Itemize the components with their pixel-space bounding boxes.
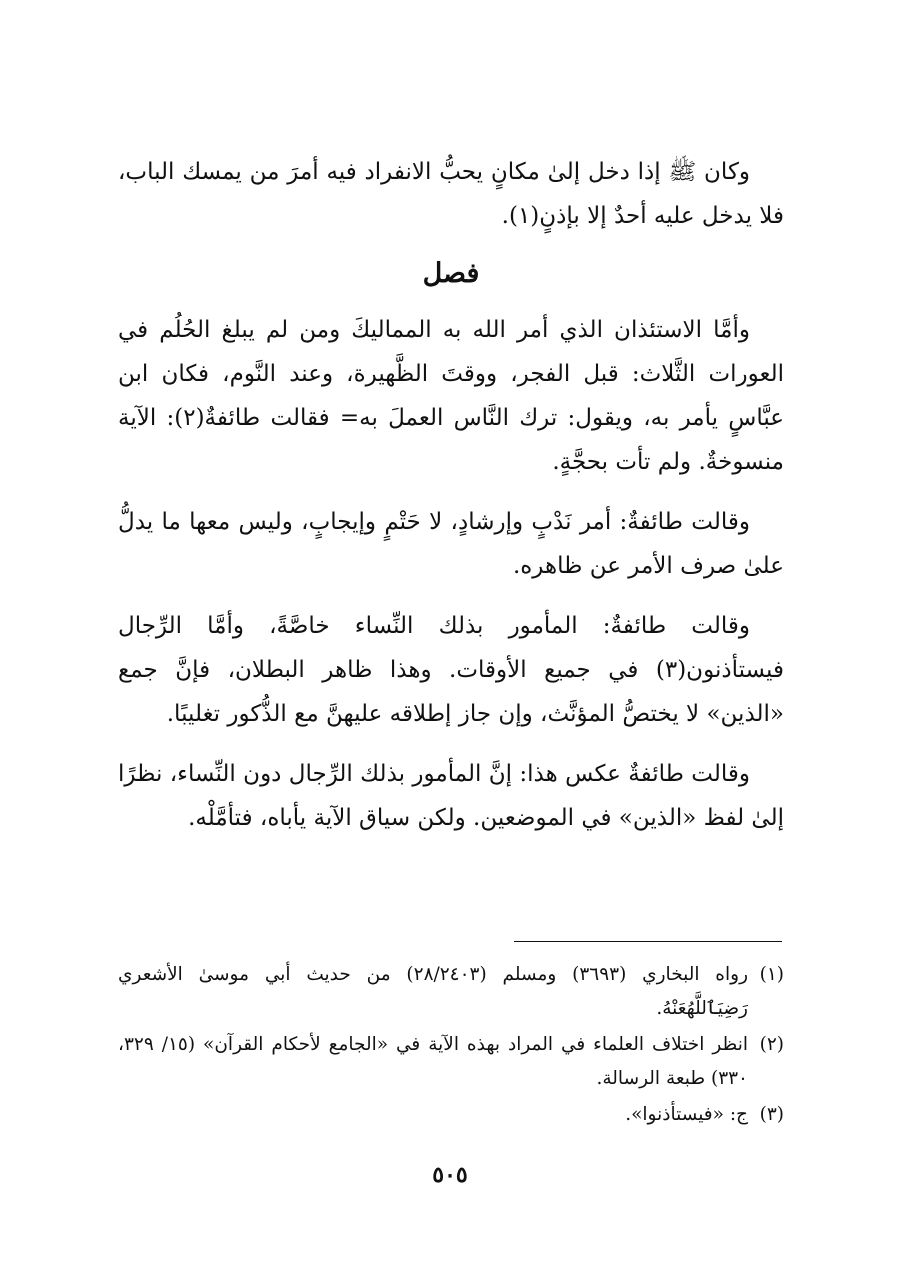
page-number: ٥٠٥ [432,1162,468,1188]
footnotes [118,958,784,1134]
footnote-text: انظر اختلاف العلماء في المراد بهذه الآية في «الجامع لأحكام القرآن» (١٥/ ٣٢٩، ٣٣٠) طبعة الرسالة. [118,1034,748,1089]
footnote-text: ج: «فيستأذنوا». [625,1104,748,1125]
main-text [118,150,784,856]
footnote-number: (٣) [759,1104,784,1125]
footnote-text: رواه البخاري (٣٦٩٣) ومسلم (٢٨/٢٤٠٣) من حديث أبي موسىٰ الأشعري رَضِيَٱللَّهُعَنْهُ. [118,964,749,1019]
paragraph: وقالت طائفةٌ: أمر نَدْبٍ وإرشادٍ، لا حَتْمٍ وإيجابٍ، وليس معها ما يدلُّ علىٰ صرف الأمر عن ظاهره. [118,509,784,579]
paragraph: وكان ﷺ إذا دخل إلىٰ مكانٍ يحبُّ الانفراد فيه أمرَ من يمسك الباب، فلا يدخل عليه أحدٌ إلا بإذنٍ(١). [118,159,784,229]
footnote-separator [514,941,782,942]
footnote [118,1098,784,1132]
footnote [118,1028,784,1096]
footnote-number: (٢) [759,1034,784,1055]
footnote [118,958,784,1026]
section-heading: فصل [422,258,480,289]
paragraph: وأمَّا الاستئذان الذي أمر الله به المماليكَ ومن لم يبلغ الحُلُم في العورات الثَّلاث: قبل الفجر، ووقتَ الظَّهيرة، وعند النَّوم، فكان ابن عبَّاسٍ يأمر به، ويقول: ترك النَّاس العملَ به= فقالت طائفةٌ(٢): الآية منسوخةٌ. ولم تأت بحجَّةٍ. [118,317,784,475]
paragraph: وقالت طائفةٌ عكس هذا: إنَّ المأمور بذلك الرِّجال دون النِّساء، نظرًا إلىٰ لفظ «الذين» في الموضعين. ولكن سياق الآية يأباه، فتأمَّلْه. [118,761,784,831]
paragraph: وقالت طائفةٌ: المأمور بذلك النِّساء خاصَّةً، وأمَّا الرِّجال فيستأذنون(٣) في جميع الأوقات. وهذا ظاهر البطلان، فإنَّ جمع «الذين» لا يختصُّ المؤنَّث، وإن جاز إطلاقه عليهنَّ مع الذُّكور تغليبًا. [118,613,784,727]
footnote-number: (١) [759,964,784,985]
